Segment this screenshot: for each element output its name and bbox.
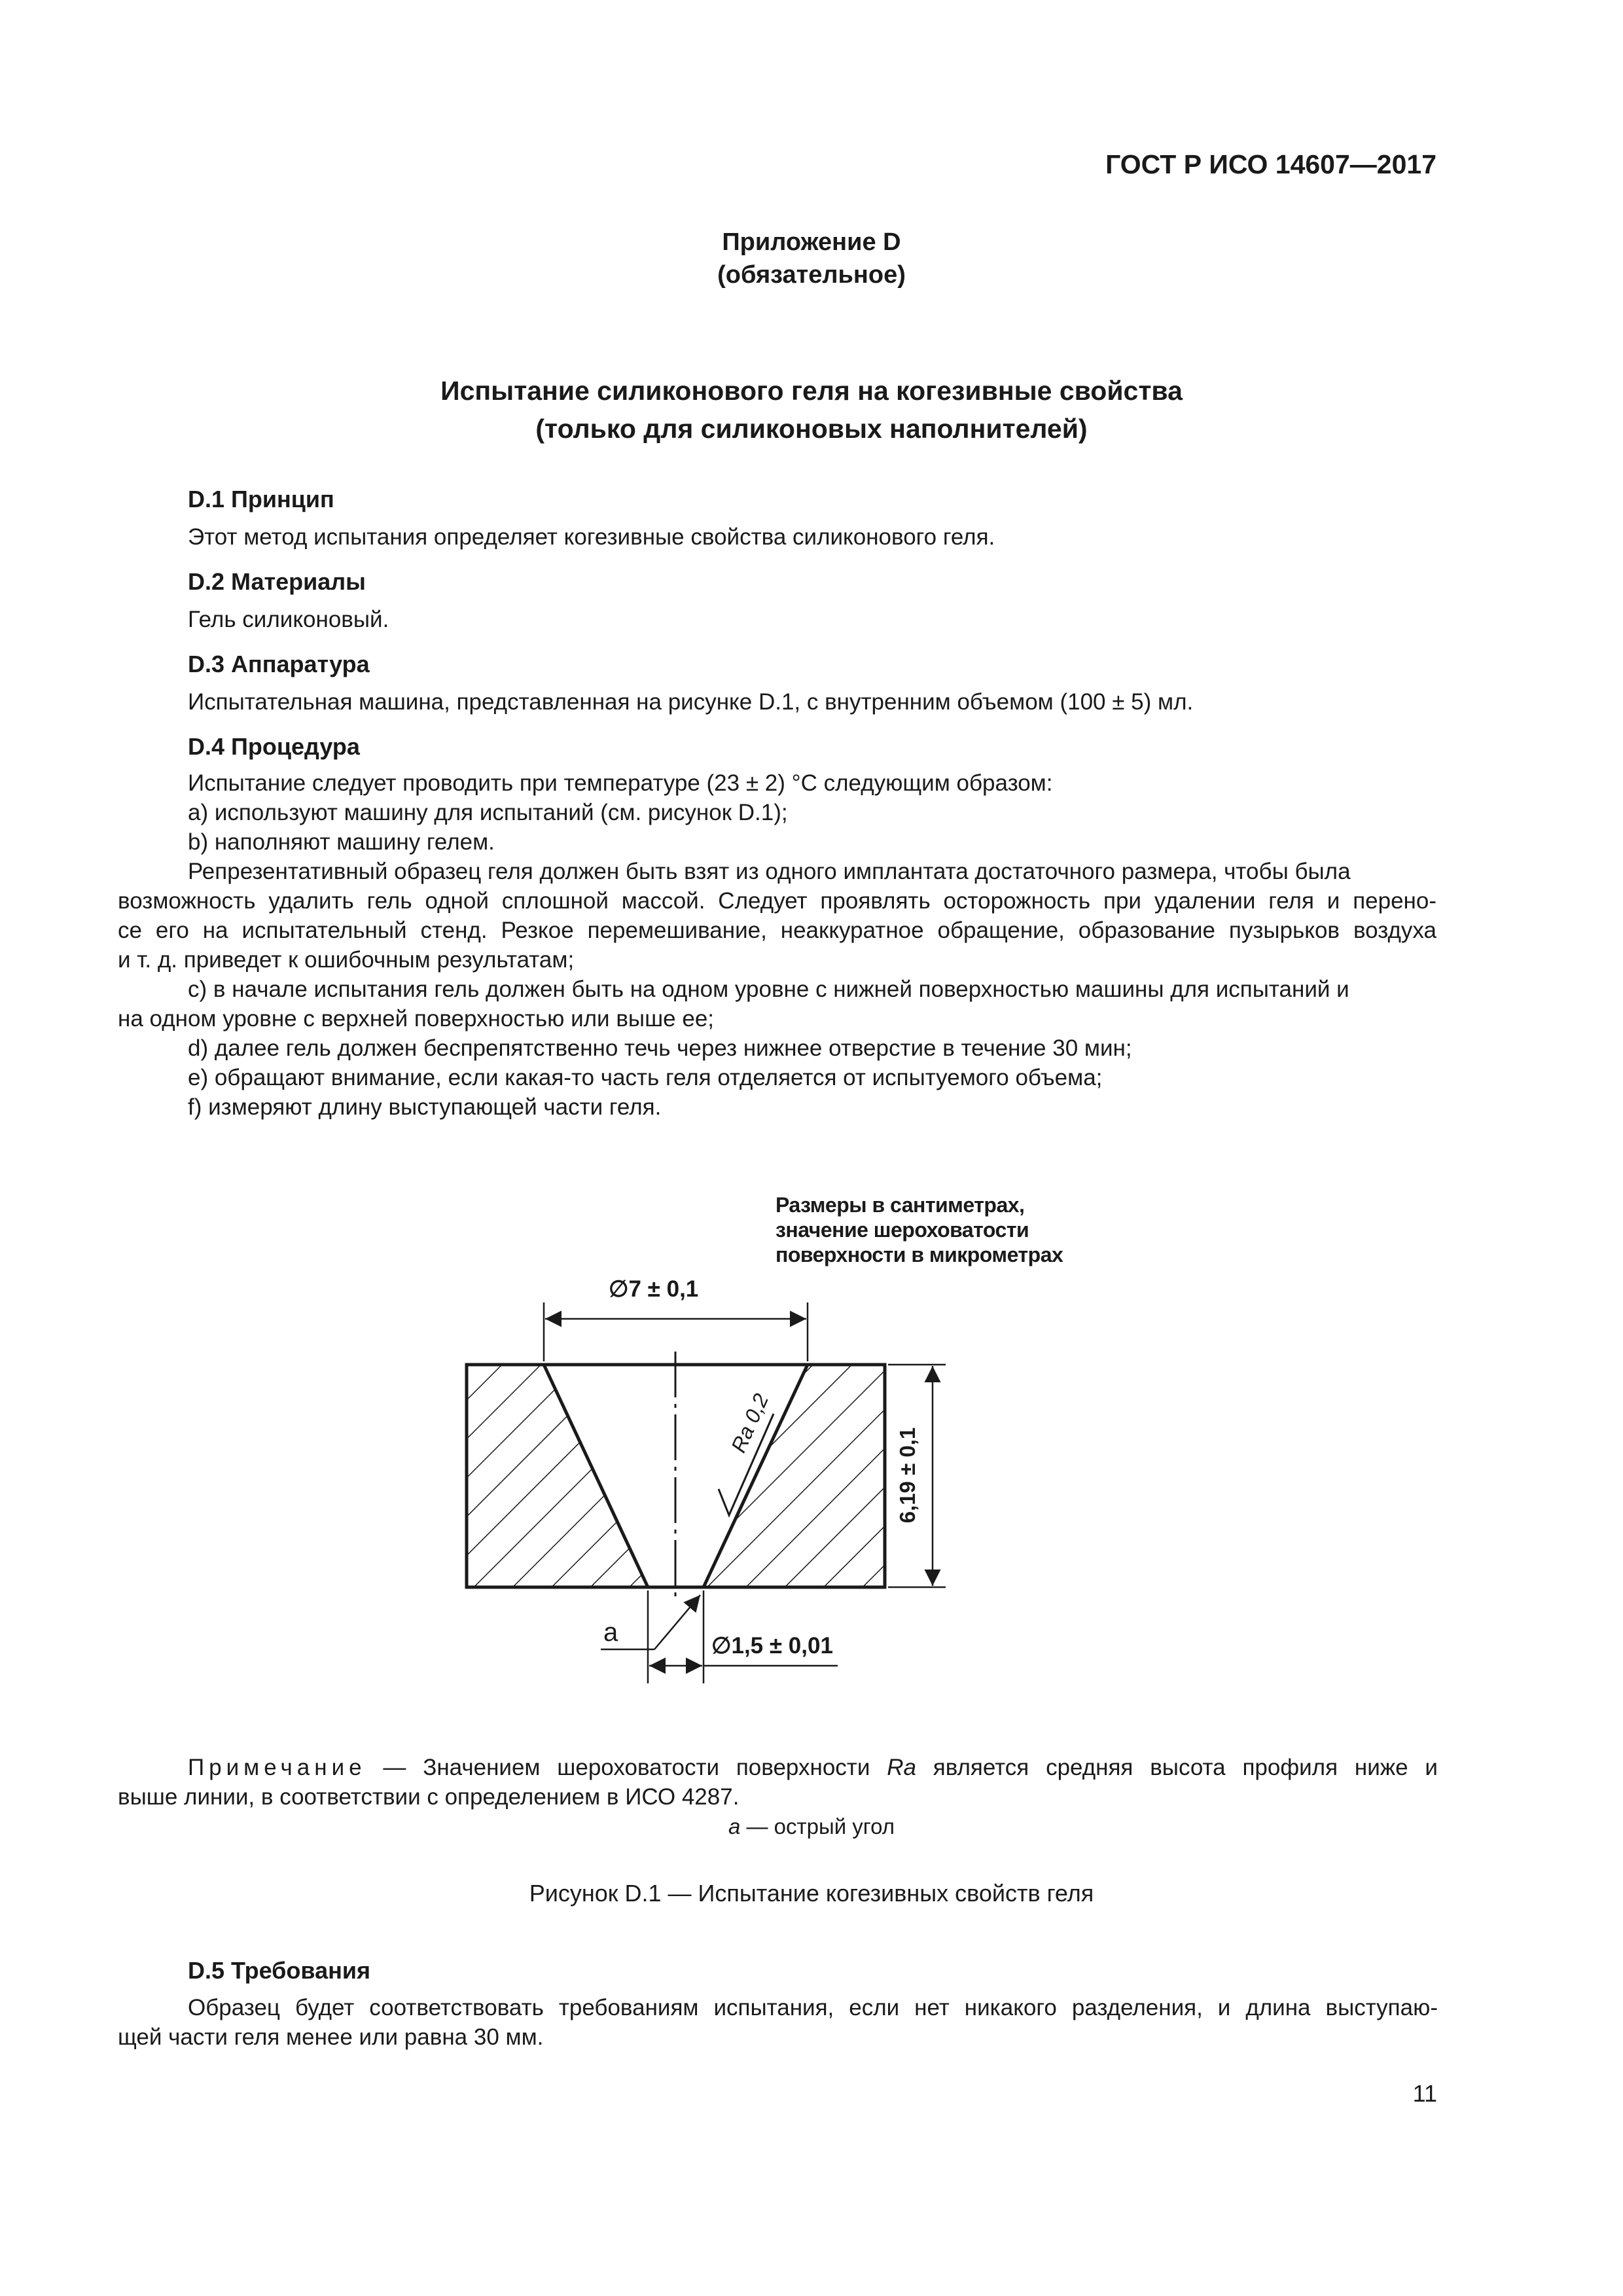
section-d2-text: Гель силиконовый.: [188, 607, 389, 632]
section-d4-item-f: f) измеряют длину выступающей части геля.: [188, 1094, 662, 1120]
right-wall-section: [704, 1365, 885, 1587]
section-d4-paragraph-line2: возможность удалить гель одной сплошной массой. Следует проявлять осторожность при удалении геля и перено-: [118, 888, 1436, 914]
top-diameter-label: ∅7 ± 0,1: [609, 1276, 699, 1302]
document-title: [0, 372, 1623, 448]
callout-a-label: a: [603, 1618, 618, 1647]
figure-units-note-line3: поверхности в микрометрах: [776, 1243, 1063, 1266]
section-d4-item-d: d) далее гель должен беспрепятственно течь через нижнее отверстие в течение 30 мин;: [188, 1035, 1132, 1061]
document-title-line2: (только для силиконовых наполнителей): [535, 414, 1088, 444]
callout-leader: [654, 1595, 700, 1649]
section-d5-heading: D.5 Требования: [188, 1957, 370, 1984]
figure-units-note-line2: значение шероховатости: [776, 1218, 1029, 1242]
note-text-part1: — Значением шероховатости поверхности: [366, 1755, 887, 1780]
section-d4-item-a: a) используют машину для испытаний (см. рисунок D.1);: [188, 800, 788, 825]
annex-status: (обязательное): [717, 261, 906, 289]
section-d4-item-e: e) обращают внимание, если какая-то часть геля отделяется от испытуемого объема;: [188, 1065, 1103, 1090]
document-title-line1: Испытание силиконового геля на когезивные свойства: [440, 376, 1183, 406]
note-text-ra: Ra: [887, 1755, 916, 1780]
section-d5-text-line1: Образец будет соответствовать требованиям испытания, если нет никакого разделения, и длина выступаю-: [188, 1995, 1438, 2020]
figure-units-note-line1: Размеры в сантиметрах,: [776, 1193, 1025, 1217]
section-d4-item-b: b) наполняют машину гелем.: [188, 829, 495, 855]
note-text-part2: является средняя высота профиля ниже и: [916, 1755, 1438, 1780]
left-wall-section: [467, 1365, 648, 1587]
section-d1-text: Этот метод испытания определяет когезивные свойства силиконового геля.: [188, 524, 995, 550]
figure-caption: Рисунок D.1 — Испытание когезивных свойств геля: [529, 1880, 1094, 1907]
annex-heading: [0, 226, 1623, 291]
page-number: 11: [1412, 2080, 1437, 2107]
height-label: 6,19 ± 0,1: [895, 1427, 919, 1524]
figure-key: [0, 1814, 1623, 1839]
standard-number: ГОСТ Р ИСО 14607—2017: [1105, 149, 1436, 179]
section-d4-item-c-line2: на одном уровне с верхней поверхностью или выше ее;: [118, 1006, 715, 1031]
section-d4-heading: D.4 Процедура: [188, 733, 360, 760]
section-d4-intro: Испытание следует проводить при температуре (23 ± 2) °С следующим образом:: [188, 770, 1053, 796]
annex-title: Приложение D: [722, 228, 901, 256]
section-d4-paragraph-line1: Репрезентативный образец геля должен быть взят из одного имплантата достаточного размера, чтобы была: [188, 859, 1351, 884]
figure-units-note: [776, 1193, 1063, 1267]
section-d4-item-c-line1: c) в начале испытания гель должен быть на одном уровне с нижней поверхностью машины для испытаний и: [188, 977, 1349, 1002]
note-label: Примечание: [188, 1755, 366, 1780]
section-d3-heading: D.3 Аппаратура: [188, 651, 370, 677]
section-d5-text-line2: щей части геля менее или равна 30 мм.: [118, 2024, 544, 2050]
key-letter: a: [728, 1814, 741, 1839]
key-text: — острый угол: [740, 1814, 895, 1839]
section-d1-heading: D.1 Принцип: [188, 486, 334, 512]
figure-note-line1: [188, 1753, 1438, 1783]
figure-note-line2: выше линии, в соответствии с определением в ИСО 4287.: [118, 1784, 740, 1810]
section-d4-paragraph-line3: се его на испытательный стенд. Резкое перемешивание, неаккуратное обращение, образование пузырьков воздуха: [118, 918, 1436, 943]
section-d4-paragraph-line4: и т. д. приведет к ошибочным результатам;: [118, 947, 575, 973]
bottom-diameter-label: ∅1,5 ± 0,01: [711, 1633, 833, 1659]
section-d2-heading: D.2 Материалы: [188, 568, 366, 595]
roughness-label: Ra 0,2: [726, 1390, 774, 1456]
section-d3-text: Испытательная машина, представленная на рисунке D.1, с внутренним объемом (100 ± 5) мл.: [188, 689, 1194, 715]
